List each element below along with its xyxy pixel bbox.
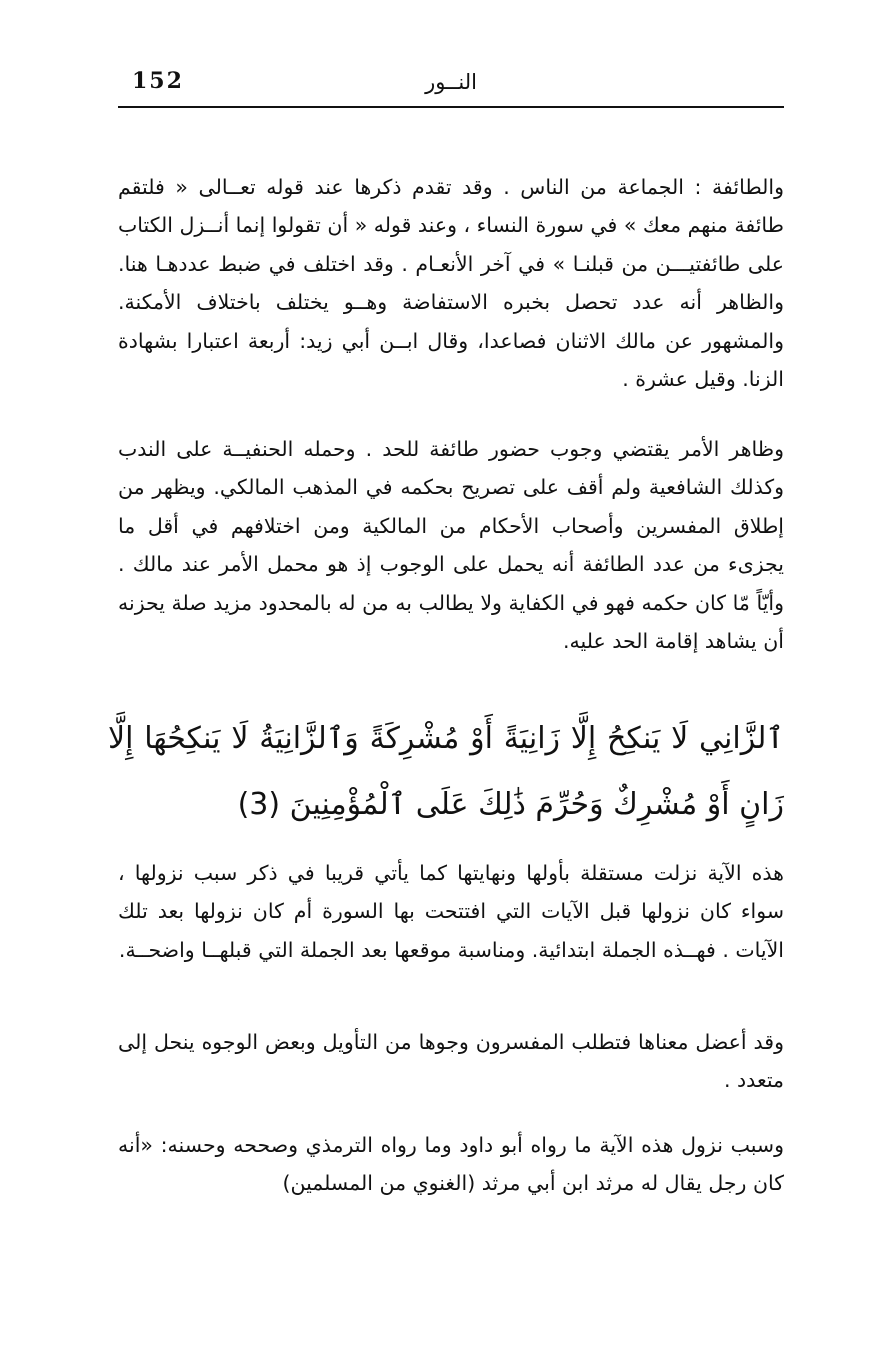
paragraph-taifa-definition: والطائفة : الجماعة من الناس . وقد تقدم ذكرها عند قوله تعــالى « فلتقم طائفة منهم معك » في سورة النساء ، وعند قوله « أن تقولوا إنما أنــزل الكتاب على طائفتيـــن من قبلنـا » في آخر الأنعـام . وقد اختلف في ضبط عددهـا هنا. والظاهر أنه عدد تحصل بخبره الاستفاضة وهــو يختلف باختلاف الأمكنة. والمشهور عن مالك الاثنان فصاعدا، وقال ابــن أبي زيد: أربعة اعتبارا بشهادة الزنا. وقيل عشرة .: [118, 174, 784, 391]
quran-verse: ٱلزَّانِي لَا يَنكِحُ إِلَّا زَانِيَةً أَوْ مُشْرِكَةً وَٱلزَّانِيَةُ لَا يَنكِحُهَا إِلَّا زَانٍ أَوْ مُشْرِكٌ وَحُرِّمَ ذَٰلِكَ عَلَى ٱلْمُؤْمِنِينَ (3): [108, 721, 784, 822]
page-number: 152: [132, 68, 184, 94]
paragraph-revelation-cause: وسبب نزول هذه الآية ما رواه أبو داود وما رواه الترمذي وصححه وحسنه: «أنه كان رجل يقال له مرثد ابن أبي مرثد (الغنوي من المسلمين): [118, 1132, 784, 1195]
paragraph-verse-context: هذه الآية نزلت مستقلة بأولها ونهايتها كما يأتي قريبا في ذكر سبب نزولها ، سواء كان نزولها قبل الآيات التي افتتحت بها السورة أم كان نزولها بعد تلك الآيات . فهــذه الجملة ابتدائية. ومناسبة موقعها بعد الجملة التي قبلهــا واضحــة.: [118, 860, 784, 962]
paragraph-interpretations: وقد أعضل معناها فتطلب المفسرون وجوها من التأويل وبعض الوجوه ينحل إلى متعدد .: [118, 1029, 784, 1092]
paragraph-hadd-attendance: وظاهر الأمر يقتضي وجوب حضور طائفة للحد . وحمله الحنفيــة على الندب وكذلك الشافعية ولم أقف على تصريح بحكمه في المذهب المالكي. ويظهر من إطلاق المفسرين وأصحاب الأحكام من المالكية ومن اختلافهم في أقل ما يجزىء من عدد الطائفة أنه يحمل على الوجوب إذ هو محمل الأمر عند مالك . وأيّاً مّا كان حكمه فهو في الكفاية ولا يطالب به من له بالمحدود مزيد صلة يحزنه أن يشاهد إقامة الحد عليه.: [118, 436, 784, 653]
running-title: النــور: [425, 70, 477, 94]
page-header: [118, 60, 784, 108]
